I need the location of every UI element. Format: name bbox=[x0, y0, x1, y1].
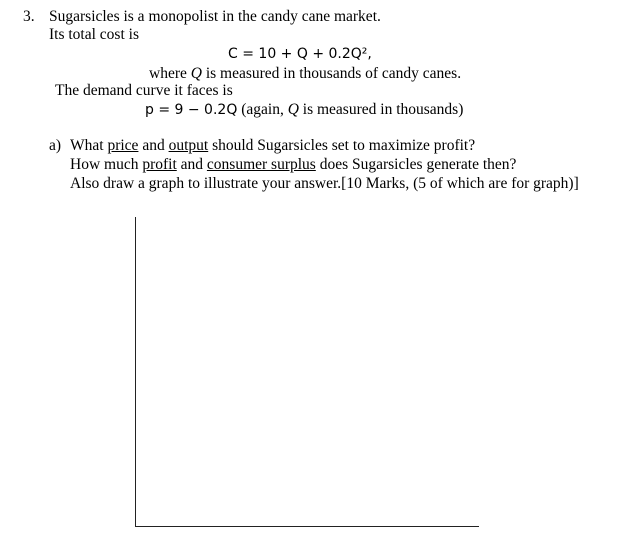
line1-and: and bbox=[142, 137, 165, 154]
cost-lead-text: Its total cost is bbox=[49, 26, 139, 43]
demand-note-suffix: is measured in thousands) bbox=[302, 101, 464, 118]
line1-prefix: What bbox=[70, 137, 104, 154]
question-intro: Sugarsicles is a monopolist in the candy cane market. bbox=[49, 8, 381, 25]
demand-note-variable: Q bbox=[287, 101, 299, 118]
price-term: price bbox=[107, 137, 139, 154]
units-note bbox=[149, 65, 461, 83]
where-variable: Q bbox=[190, 65, 202, 82]
part-a-line-2 bbox=[70, 156, 516, 174]
demand-equation: p = 9 − 0.2Q bbox=[145, 102, 238, 118]
line2-prefix: How much bbox=[70, 156, 139, 173]
demand-note-prefix: (again, bbox=[241, 101, 284, 118]
demand-lead-text: The demand curve it faces is bbox=[55, 82, 233, 99]
line2-and: and bbox=[180, 156, 204, 173]
cost-equation: C = 10 + Q + 0.2Q², bbox=[228, 46, 372, 62]
part-a-label: a) bbox=[49, 137, 62, 154]
consumer-surplus-term: consumer surplus bbox=[206, 156, 316, 173]
profit-term: profit bbox=[142, 156, 177, 173]
part-a-line-1 bbox=[70, 137, 475, 155]
graph-x-axis bbox=[135, 526, 479, 527]
graph-y-axis bbox=[135, 217, 136, 526]
demand-equation-line bbox=[145, 101, 463, 119]
line2-suffix: does Sugarsicles generate then? bbox=[319, 156, 517, 173]
part-a-line-3: Also draw a graph to illustrate your answer.[10 Marks, (5 of which are for graph)] bbox=[70, 175, 579, 192]
where-prefix: where bbox=[149, 65, 187, 82]
line1-suffix: should Sugarsicles set to maximize profit? bbox=[212, 137, 476, 154]
where-suffix: is measured in thousands of candy canes. bbox=[205, 65, 462, 82]
question-number: 3. bbox=[23, 8, 35, 25]
output-term: output bbox=[168, 137, 209, 154]
